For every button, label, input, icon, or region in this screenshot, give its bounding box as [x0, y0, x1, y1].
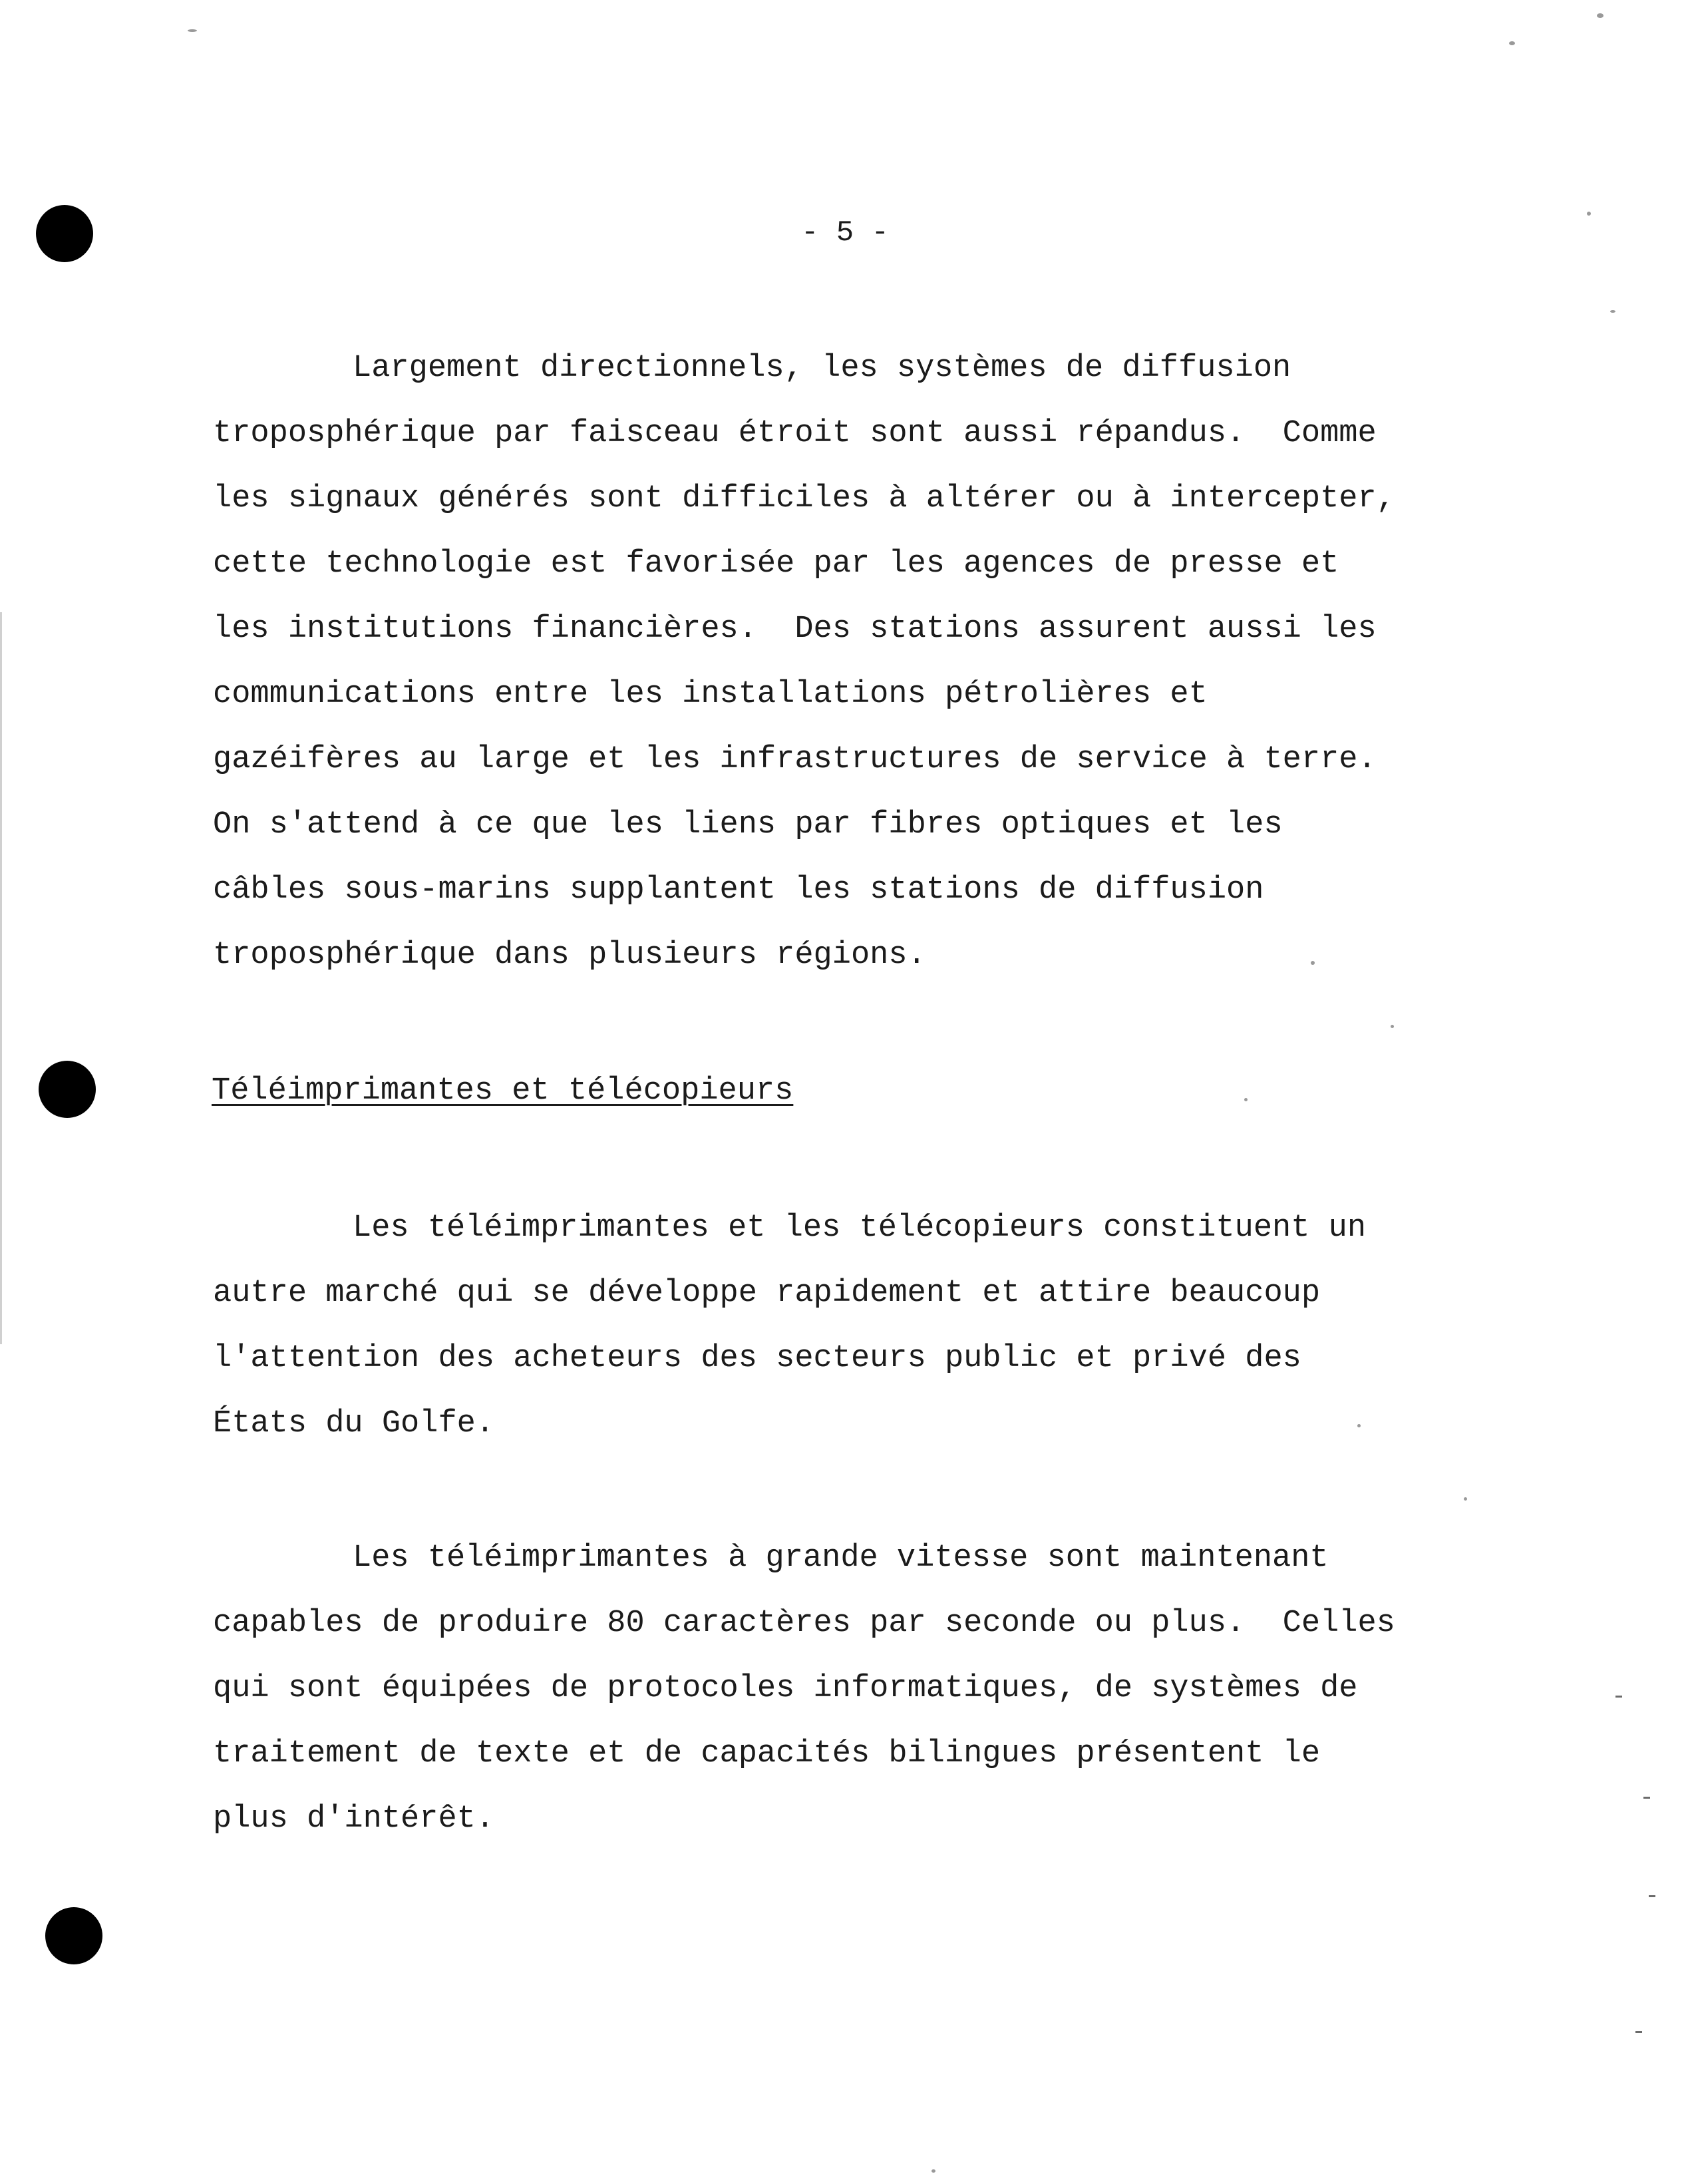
scan-speck	[188, 29, 197, 32]
scan-speck	[1509, 41, 1515, 45]
paragraph-line: les signaux générés sont difficiles à altérer ou à intercepter,	[213, 481, 1395, 516]
section-heading: Téléimprimantes et télécopieurs	[212, 1073, 794, 1109]
edge-mark	[1615, 1696, 1622, 1698]
scan-speck	[1597, 13, 1604, 18]
paragraph-line: autre marché qui se développe rapidement et attire beaucoup	[213, 1276, 1321, 1311]
edge-mark	[0, 612, 2, 1344]
punch-hole-top	[36, 205, 93, 262]
scan-speck	[1244, 1098, 1248, 1101]
edge-mark	[1635, 2031, 1642, 2033]
scan-speck	[1311, 961, 1315, 965]
edge-mark	[1643, 1797, 1650, 1799]
punch-hole-bottom	[45, 1907, 102, 1964]
paragraph-line: États du Golfe.	[213, 1406, 495, 1441]
paragraph-line: Les téléimprimantes et les télécopieurs constituent un	[353, 1210, 1367, 1246]
scan-speck	[1391, 1025, 1394, 1028]
paragraph-line: On s'attend à ce que les liens par fibres optiques et les	[213, 807, 1283, 842]
paragraph-line: plus d'intérêt.	[213, 1801, 495, 1837]
edge-mark	[1649, 1895, 1655, 1897]
paragraph-line: qui sont équipées de protocoles informatiques, de systèmes de	[213, 1671, 1358, 1706]
scan-speck	[931, 2169, 935, 2173]
paragraph-line: les institutions financières. Des stations assurent aussi les	[213, 612, 1377, 647]
paragraph-line: cette technologie est favorisée par les agences de presse et	[213, 546, 1339, 582]
paragraph-line: câbles sous-marins supplantent les stations de diffusion	[213, 872, 1264, 908]
paragraph-line: communications entre les installations pétrolières et	[213, 677, 1208, 712]
paragraph-line: Les téléimprimantes à grande vitesse sont maintenant	[353, 1541, 1329, 1576]
paragraph-line: l'attention des acheteurs des secteurs public et privé des	[213, 1341, 1301, 1376]
scan-speck	[1357, 1424, 1361, 1427]
scan-speck	[1464, 1497, 1467, 1501]
paragraph-line: gazéifères au large et les infrastructures de service à terre.	[213, 742, 1377, 777]
paragraph-line: troposphérique par faisceau étroit sont aussi répandus. Comme	[213, 416, 1377, 451]
punch-hole-middle	[39, 1061, 96, 1118]
page-number: - 5 -	[800, 216, 890, 250]
paragraph-line: troposphérique dans plusieurs régions.	[213, 938, 926, 973]
paragraph-line: traitement de texte et de capacités bilingues présentent le	[213, 1736, 1321, 1771]
paragraph-line: Largement directionnels, les systèmes de diffusion	[353, 351, 1291, 386]
scan-speck	[1587, 212, 1591, 216]
scan-speck	[1610, 310, 1615, 313]
paragraph-line: capables de produire 80 caractères par seconde ou plus. Celles	[213, 1606, 1395, 1641]
